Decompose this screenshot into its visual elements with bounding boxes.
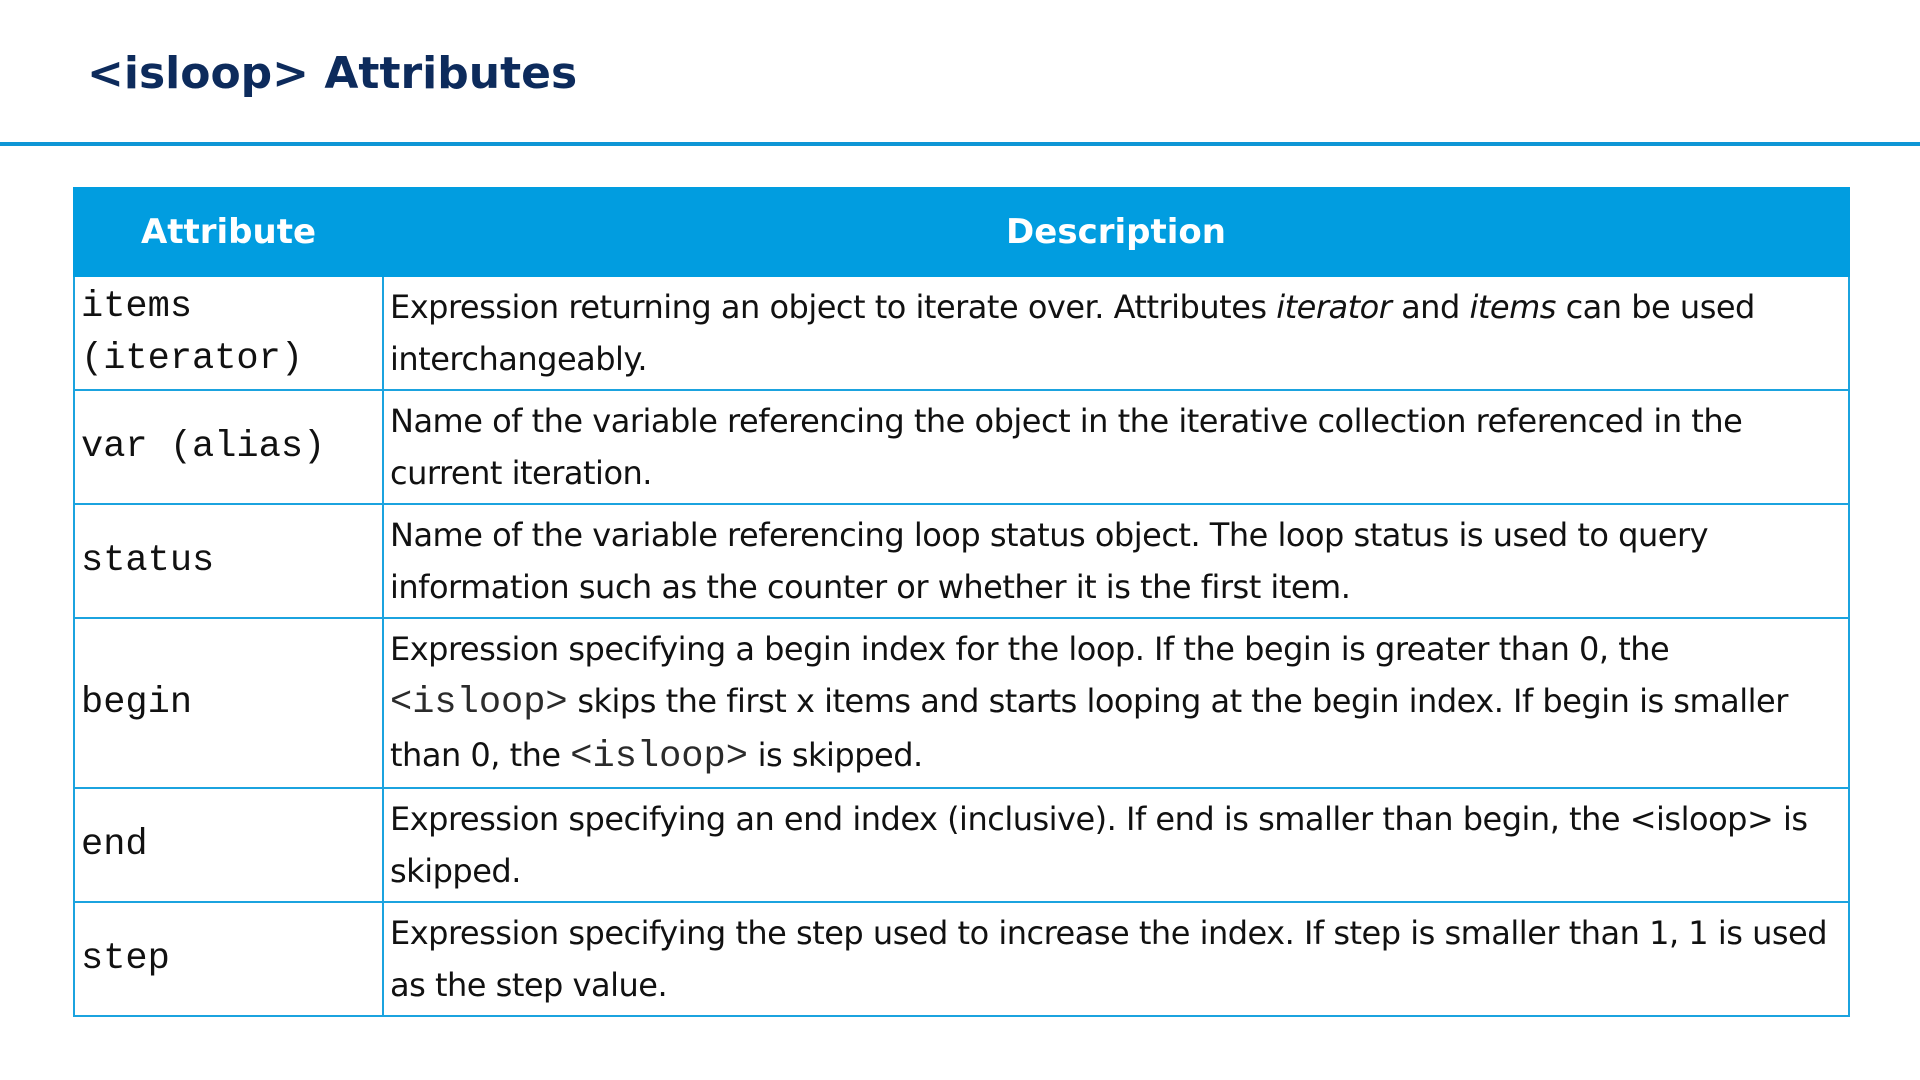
attribute-description [383, 788, 1849, 902]
description-text: Expression specifying an end index (inclusive). If end is smaller than begin, the <isloop> is skipped. [390, 800, 1808, 890]
description-text: Name of the variable referencing the object in the iterative collection referenced in the current iteration. [390, 402, 1743, 492]
slide-title: <isloop> Attributes [87, 48, 578, 99]
attribute-description [383, 504, 1849, 618]
attribute-description [383, 618, 1849, 788]
attribute-name: items (iterator) [74, 276, 383, 390]
description-text: Expression returning an object to iterate over. Attributes [390, 288, 1277, 326]
attribute-description [383, 276, 1849, 390]
attribute-name: step [74, 902, 383, 1016]
attribute-name: end [74, 788, 383, 902]
attribute-name: status [74, 504, 383, 618]
table-header-row [74, 188, 1849, 276]
table-row [74, 618, 1849, 788]
attribute-column-header: Attribute [74, 188, 383, 276]
table-row [74, 390, 1849, 504]
attribute-name: begin [74, 618, 383, 788]
emphasis-text: iterator [1276, 288, 1392, 326]
attribute-name: var (alias) [74, 390, 383, 504]
code-snippet: <isloop> [570, 736, 748, 778]
title-divider [0, 142, 1920, 146]
table-row [74, 276, 1849, 390]
description-text: Name of the variable referencing loop status object. The loop status is used to query information such as the counter or whether it is the first item. [390, 516, 1709, 606]
description-text: Expression specifying the step used to increase the index. If step is smaller than 1, 1 is used as the step value. [390, 914, 1828, 1004]
description-text: Expression specifying a begin index for the loop. If the begin is greater than 0, the [390, 630, 1670, 668]
emphasis-text: items [1469, 288, 1556, 326]
attributes-table [73, 187, 1850, 1017]
description-text: and [1391, 288, 1470, 326]
table-row [74, 902, 1849, 1016]
description-text: skips the first x items and starts looping at the begin index. If begin is smaller than 0, the [390, 682, 1788, 774]
table-row [74, 504, 1849, 618]
description-column-header: Description [383, 188, 1849, 276]
description-text: is skipped. [747, 736, 923, 774]
attribute-description [383, 390, 1849, 504]
table-row [74, 788, 1849, 902]
description-text: can be used interchangeably. [390, 288, 1755, 378]
attribute-description [383, 902, 1849, 1016]
code-snippet: <isloop> [390, 682, 568, 724]
